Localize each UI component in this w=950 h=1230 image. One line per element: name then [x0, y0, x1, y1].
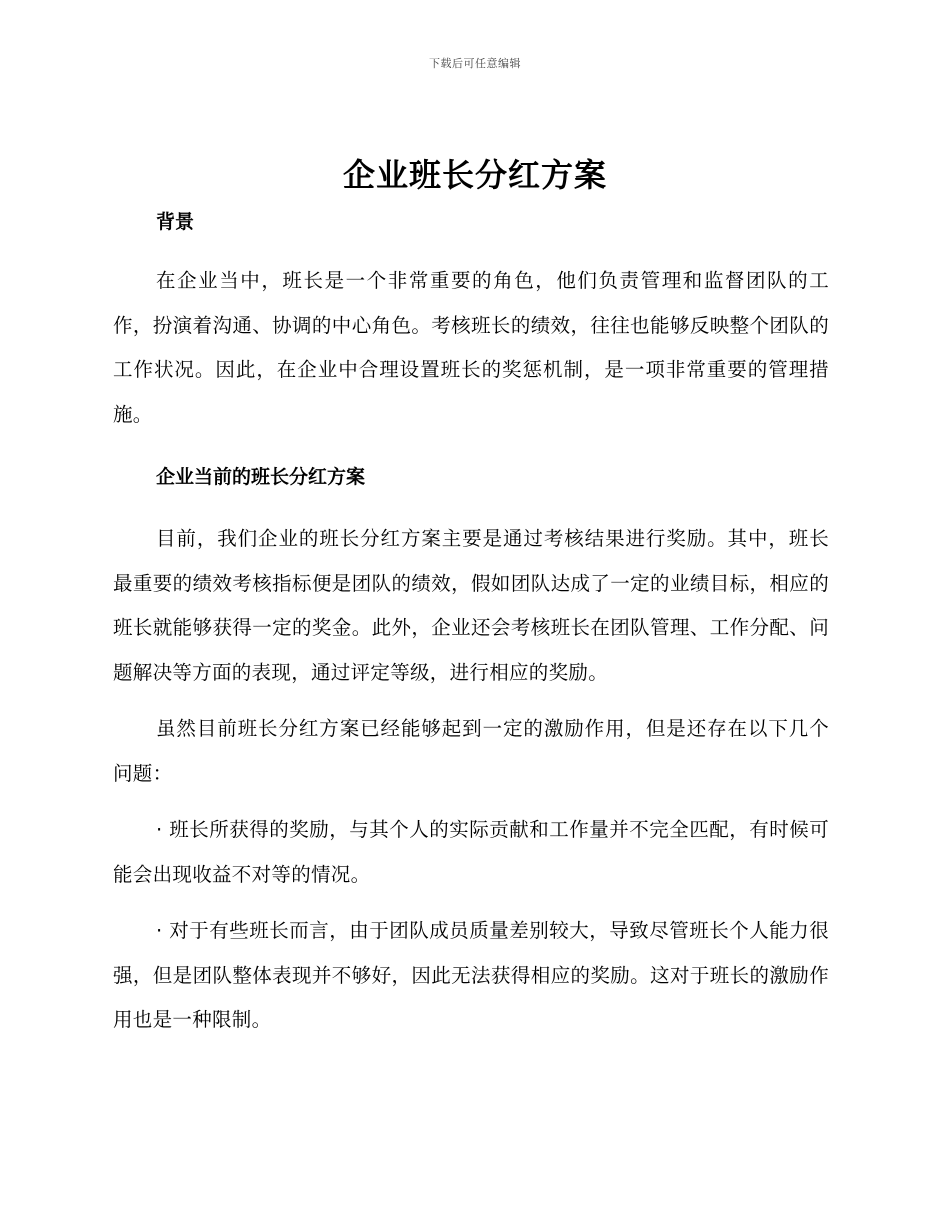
header-note: 下载后可任意编辑	[429, 57, 521, 70]
problems-intro-paragraph: 虽然目前班长分红方案已经能够起到一定的激励作用，但是还存在以下几个问题：	[113, 717, 829, 785]
current-plan-paragraph: 目前，我们企业的班长分红方案主要是通过考核结果进行奖励。其中，班长最重要的绩效考核指标便是团队的绩效，假如团队达成了一定的业绩目标，相应的班长就能够获得一定的奖金。此外，企业还会考核班长在团队管理、工作分配、问题解决等方面的表现，通过评定等级，进行相应的奖励。	[113, 527, 829, 684]
document-title: 企业班长分红方案	[342, 156, 607, 194]
section-heading-current-plan: 企业当前的班长分红方案	[156, 466, 366, 488]
background-paragraph: 在企业当中，班长是一个非常重要的角色，他们负责管理和监督团队的工作，扮演着沟通、协调的中心角色。考核班长的绩效，往往也能够反映整个团队的工作状况。因此，在企业中合理设置班长的奖惩机制，是一项非常重要的管理措施。	[113, 269, 829, 426]
problem-item-1: · 班长所获得的奖励，与其个人的实际贡献和工作量并不完全匹配，有时候可能会出现收益不对等的情况。	[113, 818, 829, 886]
problem-item-2: · 对于有些班长而言，由于团队成员质量差别较大，导致尽管班长个人能力很强，但是团队整体表现并不够好，因此无法获得相应的奖励。这对于班长的激励作用也是一种限制。	[113, 919, 829, 1031]
section-heading-background: 背景	[156, 211, 195, 233]
document-body	[113, 203, 829, 1043]
